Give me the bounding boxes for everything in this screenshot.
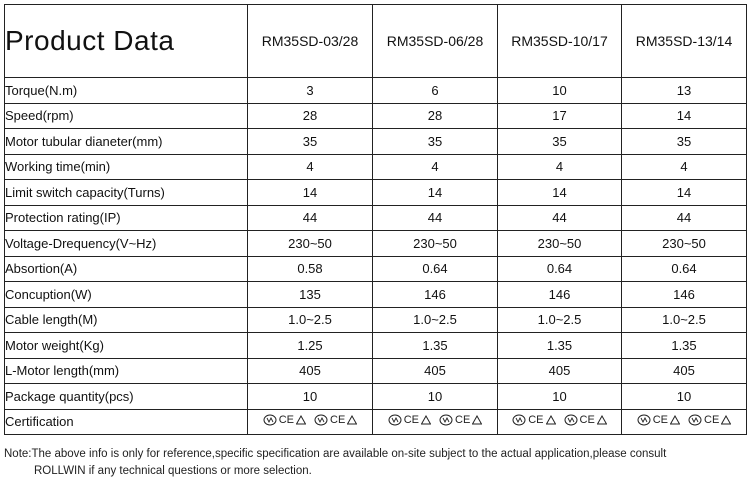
certification-marks-icon [439,414,482,426]
certification-cell [373,409,498,435]
row-label: Concuption(W) [5,282,248,308]
cell-value: 14 [622,180,747,206]
cell-value: 10 [373,384,498,410]
ce-mark: CE [330,414,346,427]
table-row [5,231,747,257]
certification-marks-icon [512,414,555,426]
cell-value: 405 [248,358,373,384]
cell-value: 1.35 [498,333,622,359]
footnote [4,446,746,480]
cell-value: 10 [498,78,622,104]
table-title: Product Data [5,5,248,78]
certification-marks-icon [388,414,431,426]
cell-value: 146 [622,282,747,308]
table-row [5,103,747,129]
table-row [5,78,747,104]
table-row [5,256,747,282]
cell-value: 230~50 [373,231,498,257]
table-row [5,384,747,410]
cell-value: 0.64 [373,256,498,282]
model-header: RM35SD-03/28 [248,5,373,78]
cell-value: 230~50 [622,231,747,257]
row-label: Absortion(A) [5,256,248,282]
product-data-table [4,4,747,435]
cell-value: 4 [498,154,622,180]
cell-value: 17 [498,103,622,129]
row-label: Motor tubular dianeter(mm) [5,129,248,155]
row-label: Speed(rpm) [5,103,248,129]
row-label: Working time(min) [5,154,248,180]
cell-value: 230~50 [498,231,622,257]
table-row [5,154,747,180]
cell-value: 44 [622,205,747,231]
row-label: Torque(N.m) [5,78,248,104]
certification-marks-icon [688,414,731,426]
cell-value: 14 [498,180,622,206]
ce-mark: CE [704,414,720,427]
cell-value: 146 [373,282,498,308]
cell-value: 135 [248,282,373,308]
table-row [5,358,747,384]
cell-value: 10 [248,384,373,410]
cell-value: 146 [498,282,622,308]
cell-value: 405 [498,358,622,384]
cell-value: 1.0~2.5 [248,307,373,333]
cell-value: 4 [622,154,747,180]
cell-value: 405 [622,358,747,384]
cell-value: 28 [373,103,498,129]
cell-value: 3 [248,78,373,104]
cell-value: 1.35 [622,333,747,359]
model-header: RM35SD-13/14 [622,5,747,78]
cell-value: 1.0~2.5 [373,307,498,333]
cell-value: 1.0~2.5 [622,307,747,333]
footnote-line: ROLLWIN if any technical questions or more selection. [34,465,312,477]
cell-value: 14 [248,180,373,206]
certification-row [5,409,747,435]
table-row [5,282,747,308]
model-header: RM35SD-06/28 [373,5,498,78]
row-label: Limit switch capacity(Turns) [5,180,248,206]
product-data-sheet [4,4,746,435]
cell-value: 35 [248,129,373,155]
ce-mark: CE [652,414,668,427]
footnote-line: Note:The above info is only for reference,specific specification are available on-site subject to the actual application,please consult [4,448,667,460]
cell-value: 0.58 [248,256,373,282]
row-label: Certification [5,409,248,435]
header-row [5,5,747,78]
cell-value: 1.25 [248,333,373,359]
certification-marks-icon [564,414,607,426]
cell-value: 44 [248,205,373,231]
cell-value: 13 [622,78,747,104]
table-row [5,333,747,359]
cell-value: 28 [248,103,373,129]
cell-value: 4 [248,154,373,180]
model-header: RM35SD-10/17 [498,5,622,78]
cell-value: 10 [498,384,622,410]
certification-cell [622,409,747,435]
cell-value: 35 [498,129,622,155]
cell-value: 405 [373,358,498,384]
table-row [5,307,747,333]
row-label: Cable length(M) [5,307,248,333]
cell-value: 44 [373,205,498,231]
cell-value: 4 [373,154,498,180]
cell-value: 14 [622,103,747,129]
row-label: Motor weight(Kg) [5,333,248,359]
certification-marks-icon [314,414,357,426]
table-row [5,205,747,231]
cell-value: 0.64 [622,256,747,282]
row-label: Protection rating(IP) [5,205,248,231]
ce-mark: CE [528,414,544,427]
certification-marks-icon [263,414,306,426]
certification-cell [248,409,373,435]
cell-value: 1.35 [373,333,498,359]
cell-value: 44 [498,205,622,231]
row-label: Voltage-Drequency(V~Hz) [5,231,248,257]
cell-value: 230~50 [248,231,373,257]
cell-value: 35 [373,129,498,155]
table-row [5,129,747,155]
ce-mark: CE [579,414,595,427]
cell-value: 0.64 [498,256,622,282]
ce-mark: CE [455,414,471,427]
row-label: L-Motor length(mm) [5,358,248,384]
cell-value: 1.0~2.5 [498,307,622,333]
cell-value: 14 [373,180,498,206]
certification-marks-icon [637,414,680,426]
ce-mark: CE [278,414,294,427]
certification-cell [498,409,622,435]
cell-value: 10 [622,384,747,410]
table-row [5,180,747,206]
cell-value: 6 [373,78,498,104]
row-label: Package quantity(pcs) [5,384,248,410]
ce-mark: CE [403,414,419,427]
cell-value: 35 [622,129,747,155]
